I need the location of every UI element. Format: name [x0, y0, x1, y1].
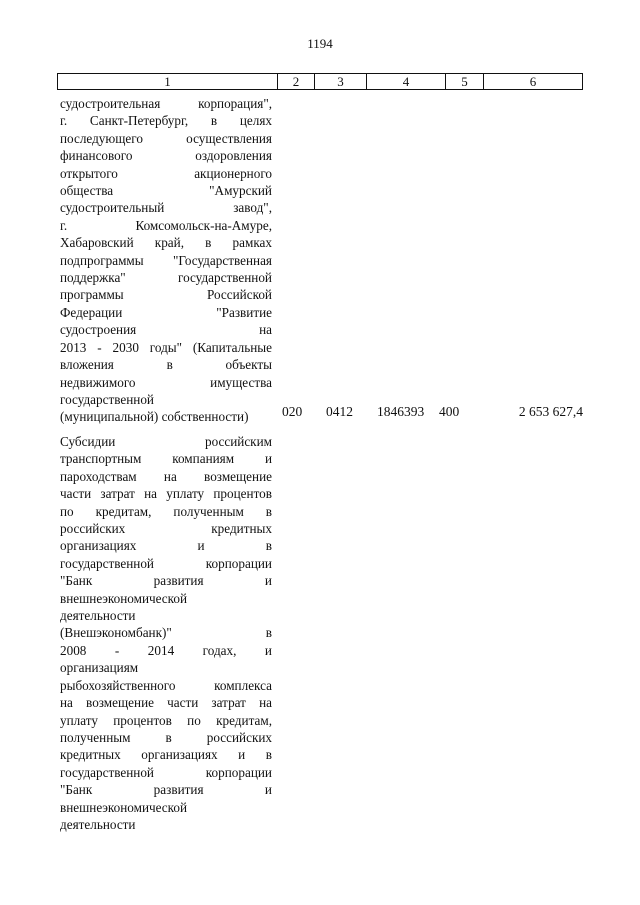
description-line: деятельности: [60, 816, 136, 832]
description-line: рыбохозяйственного комплекса: [60, 677, 272, 693]
row-1-target-article: 1846393: [377, 404, 425, 419]
description-line: судостроительный завод",: [60, 200, 272, 216]
description-line: поддержка" государственной: [60, 270, 272, 286]
description-line: г. Санкт-Петербург, в целях: [60, 113, 272, 129]
description-line: организациях и в: [60, 538, 272, 554]
description-line: финансового оздоровления: [60, 148, 272, 164]
column-header-5: 5: [446, 74, 484, 89]
description-line: Субсидии российским: [60, 434, 272, 449]
description-line: судостроения на: [60, 322, 272, 338]
column-header-1: 1: [58, 74, 278, 89]
description-line: по кредитам, полученным в: [60, 503, 272, 519]
description-line: Хабаровский край, в рамках: [60, 235, 272, 251]
description-line: организациям: [60, 660, 139, 676]
description-line: части затрат на уплату процентов: [60, 486, 272, 502]
description-line: общества "Амурский: [60, 183, 272, 199]
description-line: недвижимого имущества: [60, 374, 272, 390]
description-line: 2013 - 2030 годы" (Капитальные: [60, 339, 272, 355]
row-1-description: [60, 95, 272, 426]
description-line: уплату процентов по кредитам,: [60, 712, 272, 728]
description-line: открытого акционерного: [60, 165, 272, 181]
description-line: 2008 - 2014 годах, и: [60, 642, 272, 658]
row-2-description: [60, 433, 272, 833]
description-line: программы Российской: [60, 287, 272, 303]
row-1-ministry-code: 020: [282, 404, 303, 419]
description-line: российских кредитных: [60, 521, 272, 537]
column-header-row: [57, 73, 583, 90]
description-line: государственной корпорации: [60, 764, 272, 780]
description-line: полученным в российских: [60, 729, 272, 745]
description-line: судостроительная корпорация",: [60, 96, 272, 111]
description-line: транспортным компаниям и: [60, 451, 272, 467]
column-header-4: 4: [367, 74, 446, 89]
description-line: государственной корпорации: [60, 555, 272, 571]
description-line: последующего осуществления: [60, 130, 272, 146]
page-number: 1194: [307, 36, 333, 51]
description-line: "Банк развития и: [60, 573, 272, 589]
description-line: вложения в объекты: [60, 357, 272, 373]
description-line: (Внешэкономбанк)" в: [60, 625, 272, 641]
description-line: (муниципальной) собственности): [60, 409, 249, 425]
description-line: подпрограммы "Государственная: [60, 252, 272, 268]
description-line: деятельности: [60, 608, 136, 624]
row-1-amount: 2 653 627,4: [518, 404, 583, 419]
description-line: Федерации "Развитие: [60, 304, 272, 320]
column-header-3: 3: [315, 74, 367, 89]
description-line: "Банк развития и: [60, 782, 272, 798]
description-line: внешнеэкономической: [60, 799, 188, 815]
description-line: на возмещение части затрат на: [60, 695, 272, 711]
description-line: государственной: [60, 391, 154, 407]
description-line: пароходствам на возмещение: [60, 468, 272, 484]
description-line: г. Комсомольск-на-Амуре,: [60, 217, 272, 233]
row-1-section: 0412: [326, 404, 353, 419]
column-header-2: 2: [278, 74, 315, 89]
description-line: кредитных организациях и в: [60, 747, 272, 763]
description-line: внешнеэкономической: [60, 590, 188, 606]
row-1-expense-type: 400: [439, 404, 460, 419]
column-header-6: 6: [529, 74, 537, 89]
